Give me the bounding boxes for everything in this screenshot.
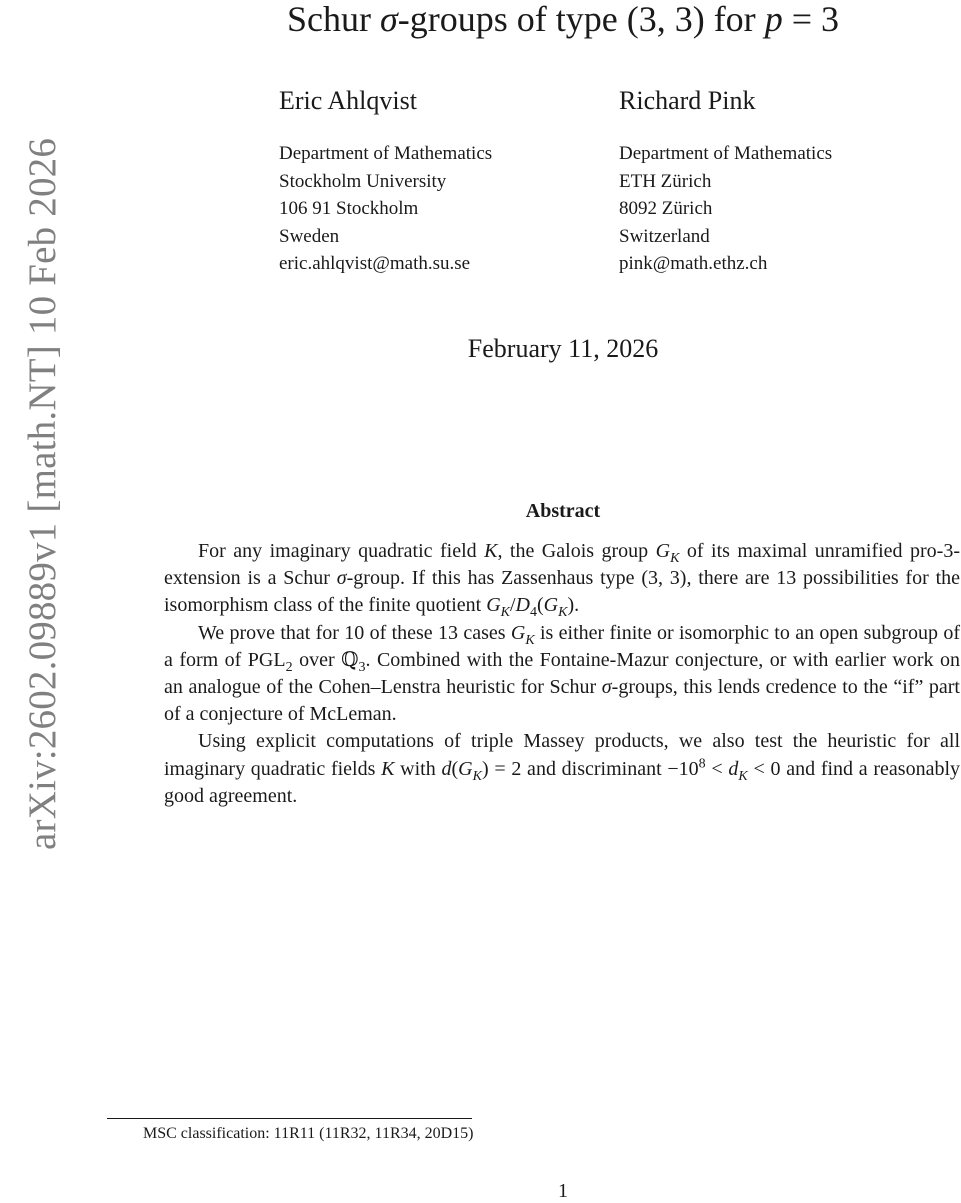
abstract-paragraph-1: For any imaginary quadratic field K, the Galois group $G_K$ of its maximal unramified pro-3-extension is a Schur σ-group. If this has Zassenhaus type (3, 3), there are 13 possibilities for the isomorphism class of the finite quotient $G_K/D_4(G_K)$.: [164, 540, 960, 621]
author-city: 106 91 Stockholm: [279, 198, 419, 219]
abstract-body: [164, 538, 960, 810]
abstract-paragraph-2: We prove that for 10 of these 13 cases $G_K$ is either finite or isomorphic to an open subgroup of a form of $PGL_2$ over ℚ$_3$. Combined with the Fontaine-Mazur conjecture, or with earlier work on an analogue of the Cohen–Lenstra heuristic for Schur σ-groups, this lends credence to the “if” part of a conjecture of McLeman.: [164, 621, 961, 726]
author-block-ahlqvist: [279, 86, 492, 278]
author-name: Eric Ahlqvist: [279, 86, 417, 115]
author-department: Department of Mathematics: [619, 143, 833, 164]
author-country: Sweden: [279, 225, 340, 247]
author-institution: Stockholm University: [279, 170, 447, 192]
footnote-rule: [107, 1118, 472, 1119]
abstract-heading: Abstract: [525, 500, 601, 522]
arxiv-identifier-stamp: arXiv:2602.09889v1 [math.NT] 10 Feb 2026: [21, 137, 64, 850]
author-department: Department of Mathematics: [279, 143, 493, 164]
author-city: 8092 Zürich: [619, 198, 713, 219]
author-email: pink@math.ethz.ch: [619, 253, 768, 274]
author-name: Richard Pink: [619, 86, 756, 115]
publication-date: February 11, 2026: [467, 334, 659, 363]
author-email: eric.ahlqvist@math.su.se: [279, 253, 471, 274]
paper-title: Schur σ-groups of type (3, 3) for p = 3: [287, 0, 839, 39]
author-institution: ETH Zürich: [619, 170, 712, 192]
page-number: 1: [558, 1180, 568, 1202]
abstract-paragraph-3: Using explicit computations of triple Massey products, we also test the heuristic for all imaginary quadratic fields K with $d(G_K) = 2$ and discriminant $-10^8 < d_K < 0$ and find a reasonably good agreement.: [164, 730, 961, 807]
author-country: Switzerland: [619, 225, 710, 247]
author-block-pink: [619, 86, 832, 278]
msc-classification-footnote: MSC classification: 11R11 (11R32, 11R34, 20D15): [143, 1125, 474, 1142]
